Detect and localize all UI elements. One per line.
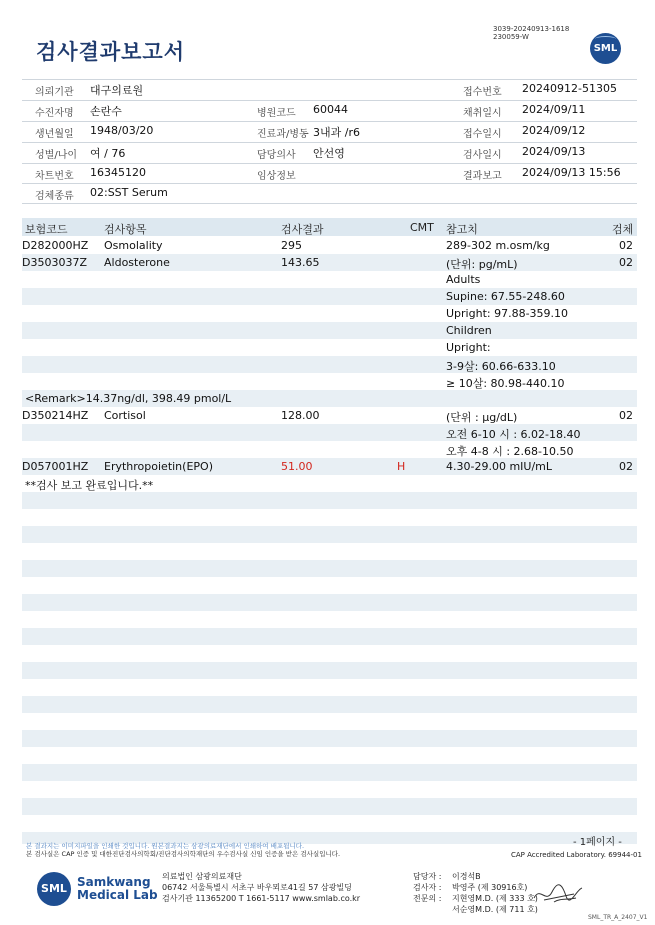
collected-value: 2024/09/11: [522, 103, 586, 116]
org-contact: 검사기관 11365200 T 1661-5117 www.smlab.co.kr: [162, 894, 361, 903]
sex-age-label: 성별/나이: [35, 150, 78, 161]
specialist-value-2: 서순영M.D. (제 711 호): [452, 905, 538, 914]
document-id-line2: 230059-W: [493, 33, 529, 41]
row-ref: Upright: 97.88-359.10: [446, 307, 569, 320]
chart-no-value: 16345120: [90, 166, 146, 179]
row-item: Aldosterone: [104, 256, 170, 269]
specimen-type-label: 검체종류: [35, 191, 74, 202]
clinical-info-label: 임상정보: [257, 171, 296, 182]
row-ref: 4.30-29.00 mIU/mL: [446, 460, 553, 473]
receipt-no-label: 접수번호: [463, 87, 502, 98]
dob-value: 1948/03/20: [90, 124, 154, 137]
hospital-code-value: 60044: [313, 103, 348, 116]
row-specimen: 02: [619, 460, 633, 473]
col-ref-header: 참고치: [446, 223, 478, 236]
row-ref: (단위 : µg/dL): [446, 411, 518, 424]
received-value: 2024/09/12: [522, 124, 586, 137]
signature-image: [530, 880, 590, 908]
row-result-abnormal: 51.00: [281, 460, 313, 473]
patient-name-label: 수진자명: [35, 108, 74, 119]
hospital-code-label: 병원코드: [257, 108, 296, 119]
staff-value: 이경석B: [452, 872, 481, 881]
reported-label: 결과보고: [463, 171, 502, 182]
dept-label: 진료과/병동: [257, 129, 309, 140]
page-number: - 1페이지 -: [573, 837, 622, 848]
sex-age-value: 여 / 76: [90, 147, 126, 160]
dob-label: 생년월일: [35, 129, 74, 140]
end-note: **검사 보고 완료입니다.**: [25, 479, 154, 492]
form-number: SML_TR_A_2407_V1: [588, 914, 648, 921]
row-result: 143.65: [281, 256, 320, 269]
row-item: Cortisol: [104, 409, 146, 422]
requesting-org-value: 대구의료원: [90, 84, 144, 97]
chart-no-label: 차트번호: [35, 171, 74, 182]
row-code: D282000HZ: [22, 239, 89, 252]
remark: <Remark>14.37ng/dl, 398.49 pmol/L: [25, 392, 232, 405]
row-ref: Adults: [446, 273, 481, 286]
row-result: 295: [281, 239, 302, 252]
col-code-header: 보험코드: [25, 223, 68, 236]
org-address: 06742 서울특별시 서초구 바우뫼로41길 57 삼광빌딩: [162, 883, 352, 892]
col-specimen-header: 검체: [612, 223, 634, 236]
org-name: 의료법인 삼광의료재단: [162, 872, 242, 881]
requesting-org-label: 의뢰기관: [35, 87, 74, 98]
row-ref: 오후 4-8 시 : 2.68-10.50: [446, 445, 574, 458]
row-result: 128.00: [281, 409, 320, 422]
col-cmt-header: CMT: [410, 221, 434, 234]
sml-footer-logo: SML: [37, 872, 71, 906]
tester-value: 박영주 (제 30916호): [452, 883, 528, 892]
footnote-print-notice: 본 결과지는 이미지파일을 인쇄한 것입니다. 원본결과지는 삼광의료재단에서 인쇄하여 배포됩니다.: [26, 842, 305, 850]
row-item: Osmolality: [104, 239, 163, 252]
row-specimen: 02: [619, 256, 633, 269]
row-ref: Children: [446, 324, 492, 337]
patient-name-value: 손란수: [90, 105, 122, 118]
specimen-type-value: 02:SST Serum: [90, 186, 168, 199]
row-ref: Supine: 67.55-248.60: [446, 290, 565, 303]
brand-name: [77, 876, 158, 902]
specialist-value-1: 지현영M.D. (제 333 호): [452, 894, 538, 903]
tested-label: 검사일시: [463, 150, 502, 161]
page-title: 검사결과보고서: [36, 40, 186, 64]
tester-label: 검사자 :: [413, 883, 442, 892]
row-ref: ≥ 10살: 80.98-440.10: [446, 377, 565, 390]
row-code: D057001HZ: [22, 460, 89, 473]
row-ref: Upright:: [446, 341, 491, 354]
brand-line1: Samkwang: [77, 875, 151, 889]
brand-line2: Medical Lab: [77, 888, 158, 902]
tested-value: 2024/09/13: [522, 145, 586, 158]
receipt-no-value: 20240912-51305: [522, 82, 617, 95]
document-id-line1: 3039-20240913-1618: [493, 25, 570, 33]
doctor-value: 안선영: [313, 147, 345, 160]
staff-label: 담당자 :: [413, 872, 442, 881]
sml-logo: SML: [590, 33, 621, 64]
row-item: Erythropoietin(EPO): [104, 460, 213, 473]
row-ref: (단위: pg/mL): [446, 258, 518, 271]
row-specimen: 02: [619, 239, 633, 252]
row-code: D3503037Z: [22, 256, 87, 269]
col-item-header: 검사항목: [104, 223, 147, 236]
doctor-label: 담당의사: [257, 150, 296, 161]
row-ref: 3-9살: 60.66-633.10: [446, 360, 556, 373]
row-code: D350214HZ: [22, 409, 89, 422]
cap-accreditation: CAP Accredited Laboratory. 69944-01: [511, 851, 642, 859]
col-result-header: 검사결과: [281, 223, 324, 236]
row-specimen: 02: [619, 409, 633, 422]
footnote-accreditation: 본 검사실은 CAP 인증 및 대한진단검사의학회/진단검사의학재단의 우수검사실 신임 인증을 받은 검사실입니다.: [26, 850, 341, 858]
row-ref: 오전 6-10 시 : 6.02-18.40: [446, 428, 581, 441]
received-label: 접수일시: [463, 129, 502, 140]
document-id: [493, 25, 569, 41]
row-ref: 289-302 m.osm/kg: [446, 239, 550, 252]
reported-value: 2024/09/13 15:56: [522, 166, 621, 179]
specialist-label: 전문의 :: [413, 894, 442, 903]
collected-label: 채취일시: [463, 108, 502, 119]
row-cmt-flag: H: [397, 460, 406, 473]
dept-value: 3내과 /r6: [313, 126, 360, 139]
